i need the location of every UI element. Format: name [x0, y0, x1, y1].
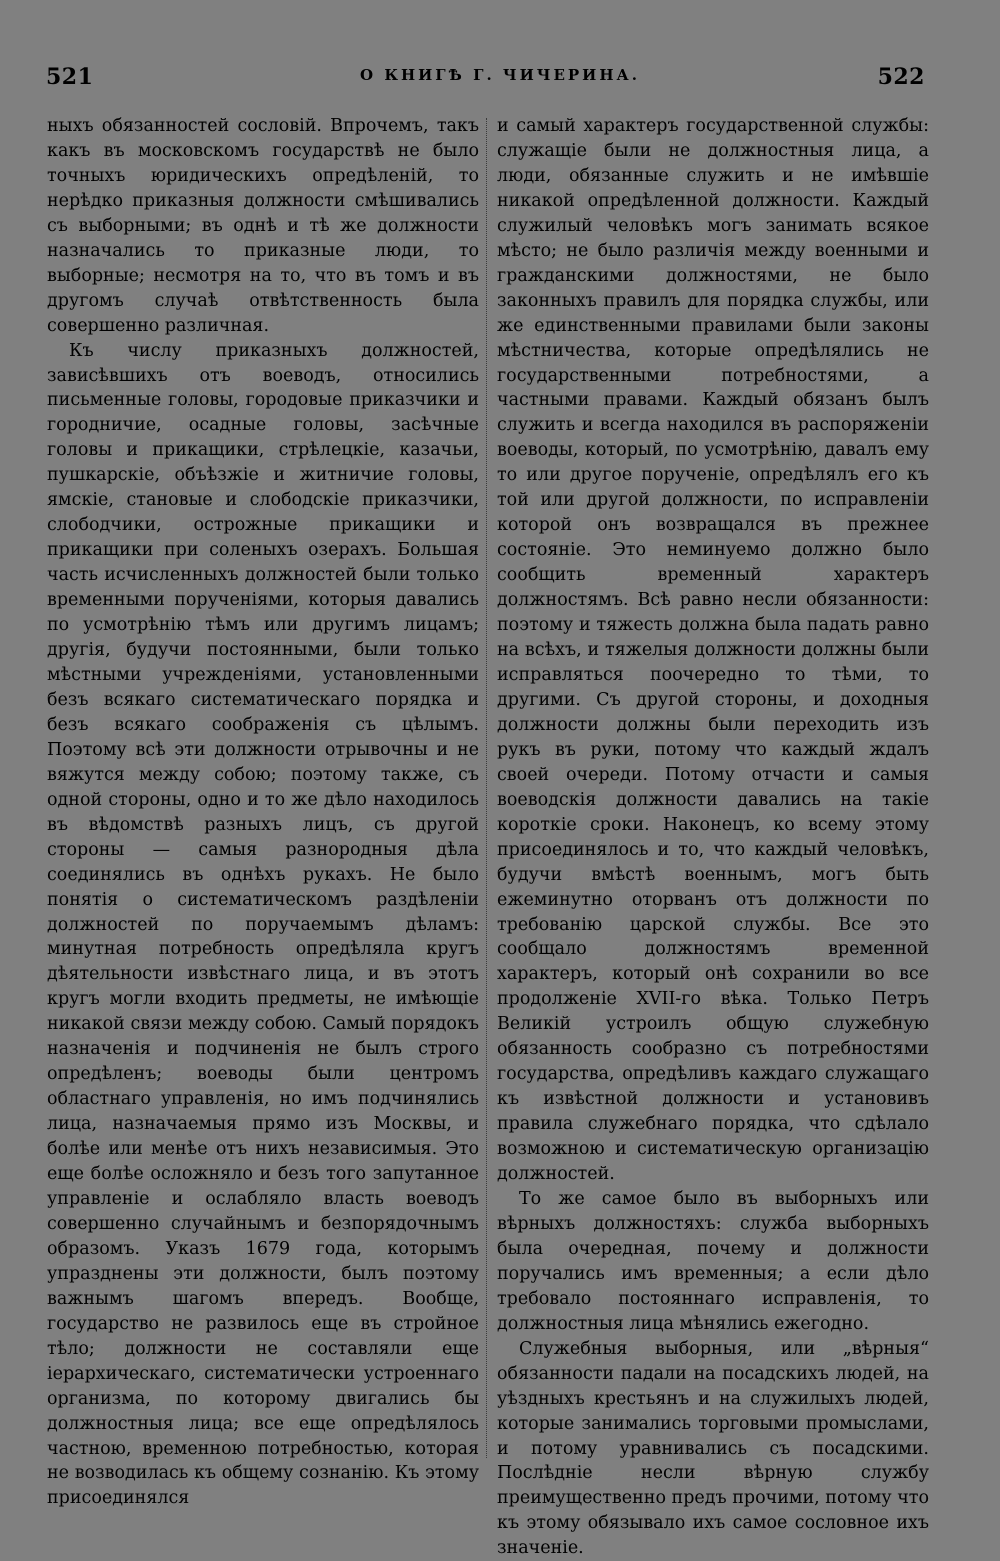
column-divider: [486, 118, 487, 1458]
right-column: [497, 114, 929, 1559]
paragraph: Служебныя выборныя, или „вѣрныя“ обязанности падали на посадскихъ людей, на уѣздныхъ крестьянъ и на служилыхъ людей, которые занимались торговыми промыслами, и потому уравнивались съ посадскими. Послѣдніе несли вѣрную службу преимущественно предъ прочими, потому что къ этому обязывало ихъ самое сословное ихъ значеніе.: [497, 1338, 929, 1559]
right-page-number: 522: [877, 64, 925, 90]
left-page-number: 521: [46, 64, 94, 90]
paragraph: и самый характеръ государственной службы: служащіе были не должностныя лица, а люди, обязанные служить и не имѣвшіе никакой опредѣленной должности. Каждый служилый человѣкъ могъ занимать всякое мѣсто; не было различія между военными и гражданскими должностями, не было законныхъ правилъ для порядка службы, или же единственными правилами были законы мѣстничества, которые опредѣлялись не государственными потребностями, а частными правами. Каждый обязанъ былъ служить и всегда находился въ распоряженіи воеводы, который, по усмотрѣнію, давалъ ему то или другое порученіе, опредѣлялъ его къ той или другой должности, по исправленіи которой онъ возвращался въ прежнее состояніе. Это неминуемо должно было сообщить временный характеръ должностямъ. Всѣ равно несли обязанности: поэтому и тяжесть должна была падать равно на всѣхъ, и тяжелыя должности должны были исправляться поочередно то тѣми, то другими. Съ другой стороны, и доходныя должности должны были переходить изъ рукъ въ руки, потому что каждый ждалъ своей очереди. Потому отчасти и самыя воеводскія должности давались на такіе короткіе сроки. Наконецъ, ко всему этому присоединялось и то, что каждый человѣкъ, будучи вмѣстѣ военнымъ, могъ быть ежеминутно оторванъ отъ должности по требованію царской службы. Все это сообщало должностямъ временной характеръ, который онѣ сохранили во все продолженіе XVII-го вѣка. Только Петръ Великій устроилъ общую служебную обязанность сообразно съ потребностями государства, опредѣливъ каждаго служащаго къ извѣстной должности и установивъ правила служебнаго порядка, что сдѣлало возможною и систематическую организацію должностей.: [497, 116, 929, 1185]
paragraph: Къ числу приказныхъ должностей, зависѣвшихъ отъ воеводъ, относились письменные головы, городовые приказчики и городничие, осадные головы, засѣчные головы и прикащики, стрѣлецкіе, казачьи, пушкарскіе, объѣзжіе и житничие головы, ямскіе, становые и слободскіе приказчики, слободчики, острожные прикащики и прикащики при соленыхъ озерахъ. Большая часть исчисленныхъ должностей были только временными порученіями, которыя давались по усмотрѣнію тѣмъ или другимъ лицамъ; другія, будучи постоянными, были только мѣстными учрежденіями, установленными безъ всякаго систематическаго порядка и безъ всякаго соображенія съ цѣлымъ. Поэтому всѣ эти должности отрывочны и не вяжутся между собою; поэтому также, съ одной стороны, одно и то же дѣло находилось въ вѣдомствѣ разныхъ лицъ, съ другой стороны — самыя разнородныя дѣла соединялись въ однѣхъ рукахъ. Не было понятія о систематическомъ раздѣленіи должностей по поручаемымъ дѣламъ: минутная потребность опредѣляла кругъ дѣятельности извѣстнаго лица, и въ этотъ кругъ могли входить предметы, не имѣющіе никакой связи между собою. Самый порядокъ назначенія и подчиненія не былъ строго опредѣленъ; воеводы были центромъ областнаго управленія, но имъ подчинялись лица, назначаемыя прямо изъ Москвы, и болѣе или менѣе отъ нихъ независимыя. Это еще болѣе осложняло и безъ того запутанное управленіе и ослабляло власть воеводъ совершенно случайнымъ и безпорядочнымъ образомъ. Указъ 1679 года, которымъ упразднены эти должности, былъ поэтому важнымъ шагомъ впередъ. Вообще, государство не развилось еще въ стройное тѣло; должности не составляли еще іерархическаго, систематически устроеннаго организма, по которому двигались бы должностныя лица; все еще опредѣлялось частною, временною потребностью, которая не возводилась къ общему сознанію. Къ этому присоединялся: [47, 340, 479, 1509]
paragraph: ныхъ обязанностей сословій. Впрочемъ, такъ какъ въ московскомъ государствѣ не было точныхъ юридическихъ опредѣленій, то нерѣдко приказныя должности смѣшивались съ выборными; въ однѣ и тѣ же должности назначались то приказные люди, то выборные; несмотря на то, что въ томъ и въ другомъ случаѣ отвѣтственность была совершенно различная.: [47, 116, 479, 336]
paragraph: То же самое было въ выборныхъ или вѣрныхъ должностяхъ: служба выборныхъ была очередная, почему и должности поручались имъ временныя; а если дѣло требовало постояннаго исправленія, то должностныя лица мѣнялись ежегодно.: [497, 1188, 929, 1334]
running-title: О КНИГѢ Г. ЧИЧЕРИНА.: [360, 66, 640, 84]
left-column: [47, 114, 479, 1509]
page-header: [0, 0, 1000, 110]
